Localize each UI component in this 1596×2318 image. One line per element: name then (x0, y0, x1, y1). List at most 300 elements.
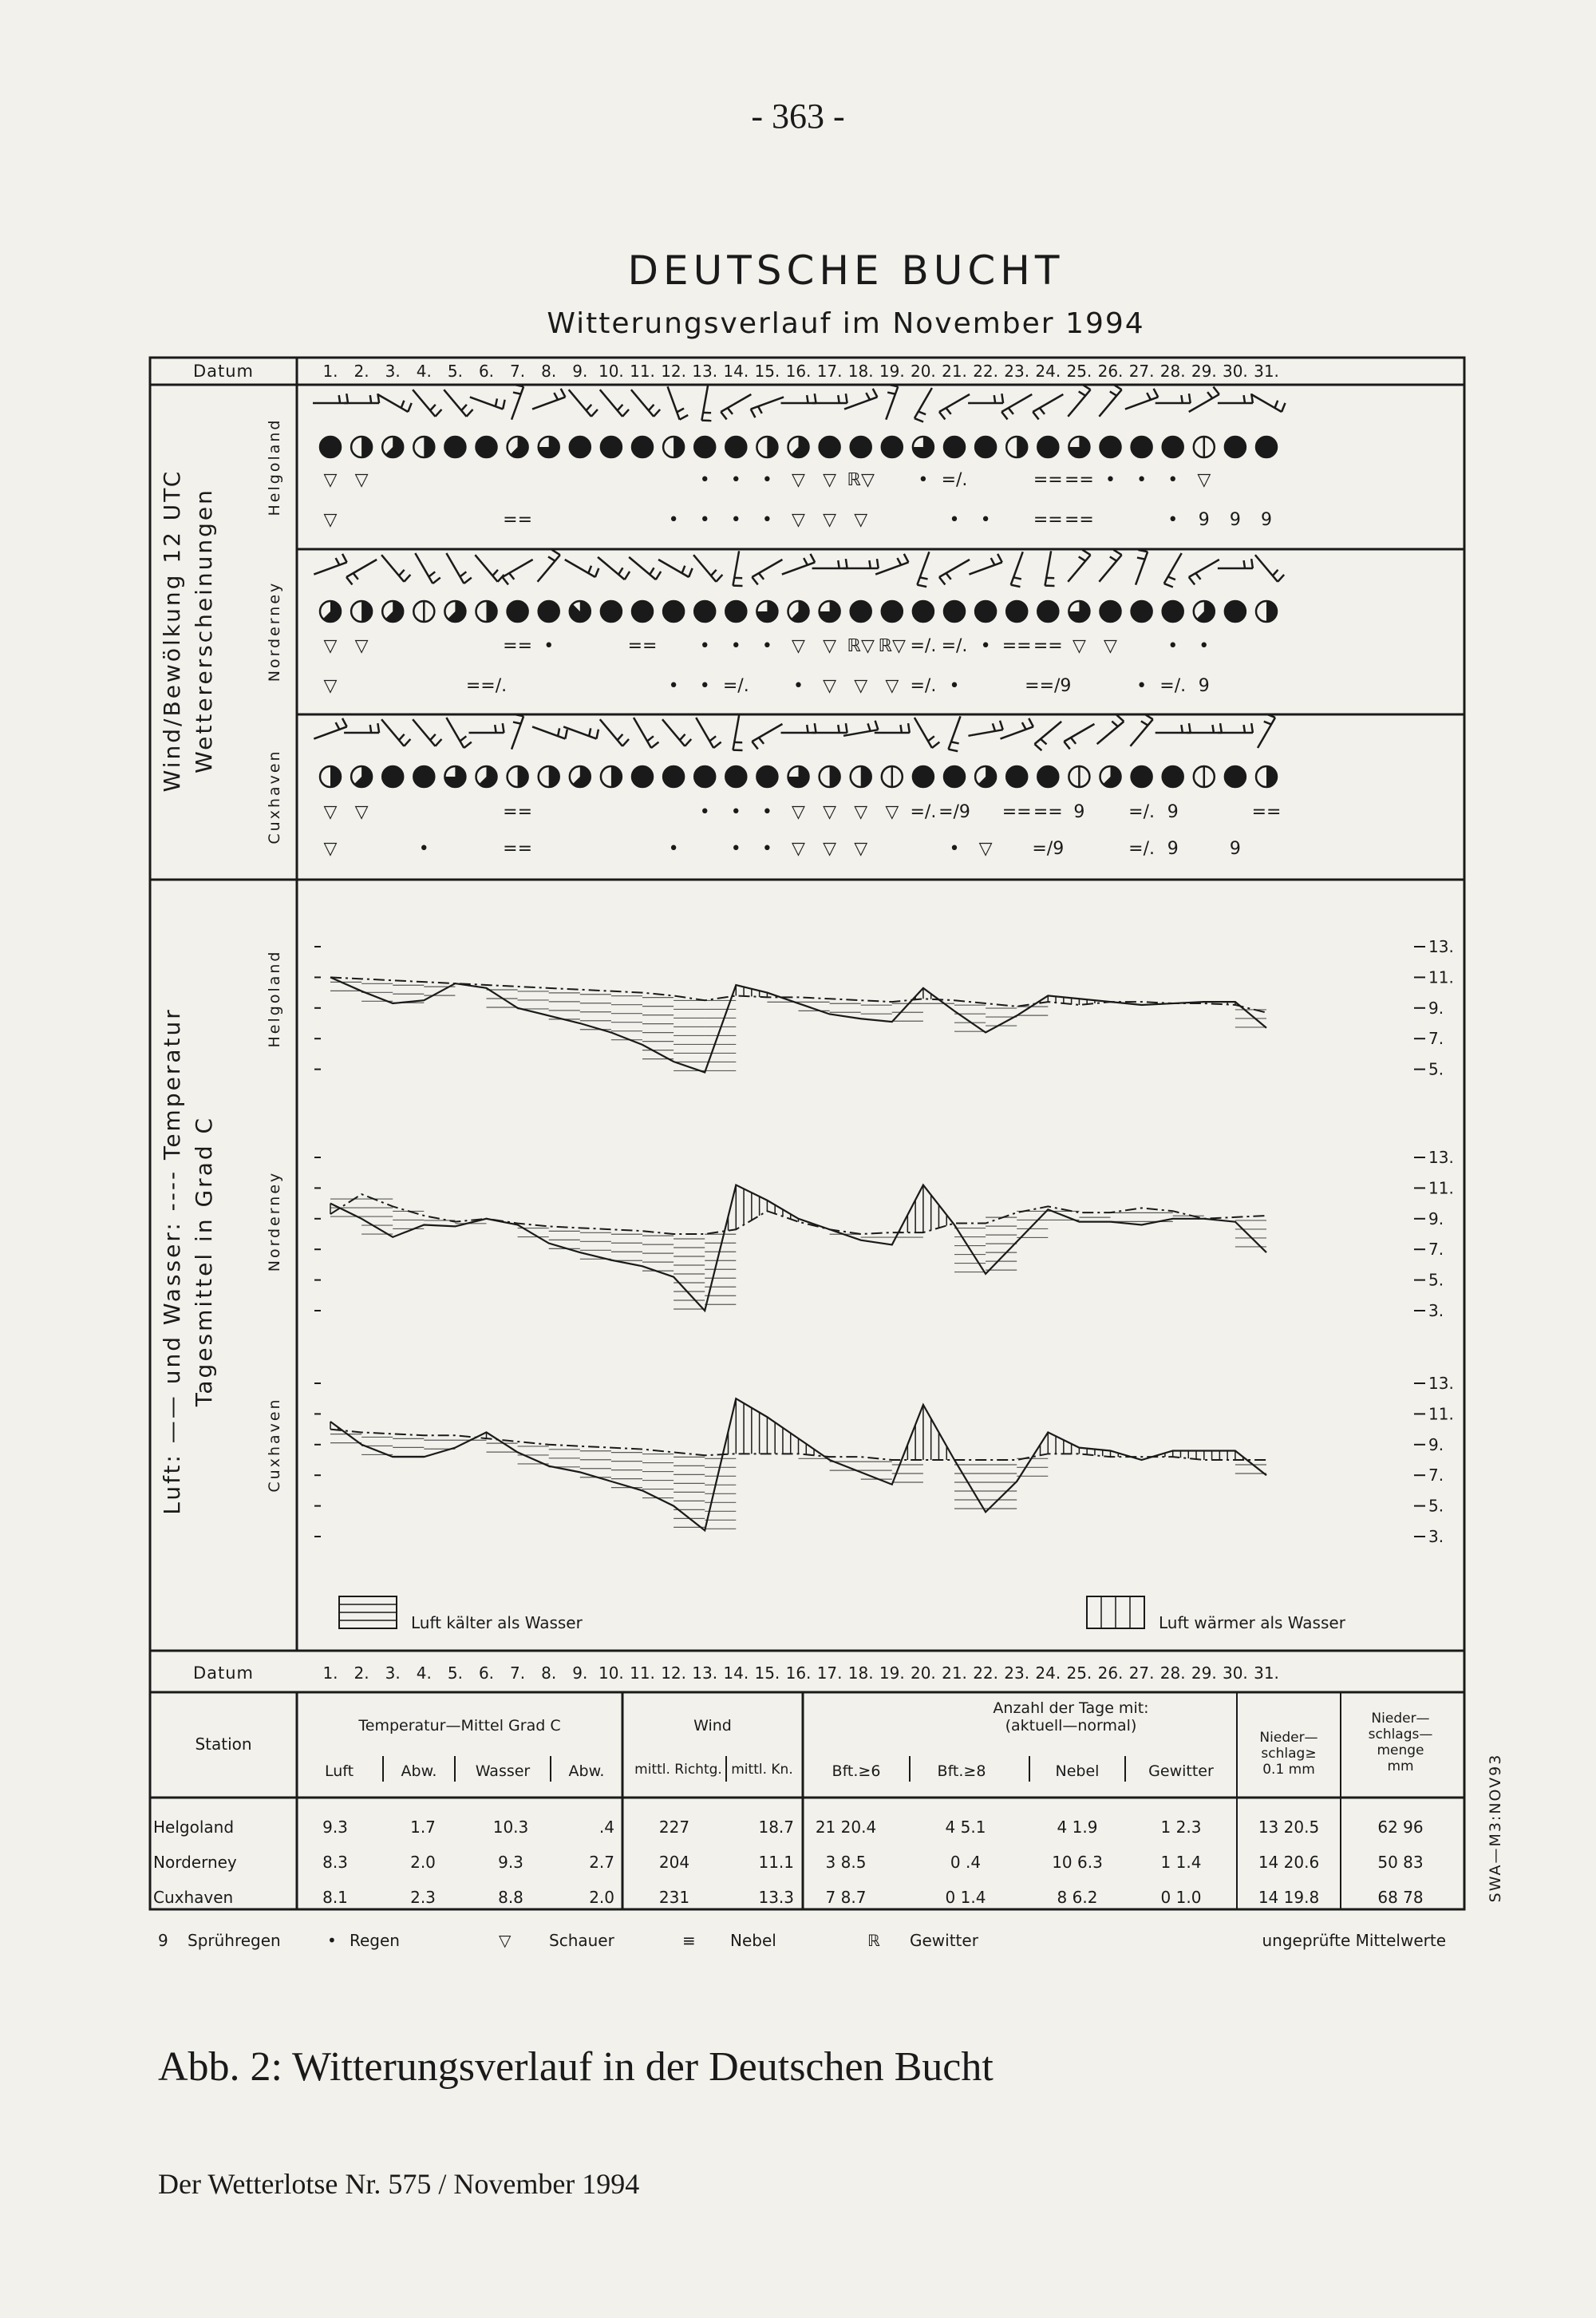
wind-feather (492, 570, 498, 576)
wind-shaft (1033, 394, 1063, 412)
wind-feather (399, 734, 405, 740)
series-wasser (330, 1194, 1266, 1234)
th-wasser: Wasser (475, 1762, 531, 1780)
weather-symbol: • (668, 839, 679, 859)
weather-symbol: • (1199, 636, 1210, 656)
wind-shaft (413, 719, 435, 746)
key-schauer: Schauer (549, 1931, 614, 1950)
wind-shaft (600, 719, 622, 746)
datum-bottom-day: 23. (1004, 1663, 1030, 1683)
wind-feather (998, 554, 1002, 563)
wind-feather (618, 734, 623, 740)
wind-feather (838, 725, 839, 733)
weather-symbol: • (668, 510, 679, 530)
weather-symbol: ▽ (792, 510, 805, 530)
wind-feather (339, 395, 340, 403)
temp-chart-helgoland (314, 937, 1454, 1079)
cloud-fill (424, 437, 434, 457)
wind-shaft (968, 730, 1002, 736)
weather-symbol: == (1001, 636, 1032, 656)
wind-feather (804, 558, 808, 565)
wind-feather (713, 742, 721, 748)
cell-station: Helgoland (153, 1818, 235, 1837)
wind-feather (1001, 394, 1003, 403)
wind-feather (751, 409, 756, 418)
weather-symbol: =/9 (938, 802, 970, 822)
key-schauer-symbol: ▽ (499, 1931, 512, 1950)
y-tick-label: 9. (1428, 1208, 1444, 1228)
wind-feather (1141, 721, 1148, 725)
wind-feather (875, 721, 879, 730)
datum-top-day: 15. (754, 362, 780, 381)
key-nebel-symbol: ≡ (682, 1931, 696, 1950)
wind-shaft (346, 560, 377, 577)
wind-feather (1034, 744, 1041, 750)
cell-nebel: 4 1.9 (1057, 1818, 1098, 1837)
wind-feather (377, 723, 379, 733)
wind-feather (1082, 550, 1090, 555)
station-label-wind: Cuxhaven (266, 749, 283, 845)
wind-feather (807, 395, 808, 403)
wind-shaft (314, 726, 346, 738)
weather-symbol: • (761, 510, 772, 530)
weather-symbol: ==/9 (1025, 676, 1072, 696)
wind-shaft (721, 394, 751, 412)
weather-symbol: • (543, 636, 555, 656)
datum-top-day: 25. (1066, 362, 1092, 381)
cloud-fill (518, 766, 528, 787)
cloud-fill (913, 601, 934, 622)
datum-bottom-day: 25. (1066, 1663, 1092, 1683)
wind-shaft (634, 718, 651, 748)
wind-feather (1137, 558, 1145, 560)
wind-feather (552, 550, 560, 555)
datum-top-day: 28. (1159, 362, 1186, 381)
cell-nebel: 8 6.2 (1057, 1888, 1098, 1907)
cloud-fill (539, 601, 559, 622)
wind-shaft (1189, 394, 1219, 412)
upper-frame (150, 358, 1464, 1651)
datum-top-day: 29. (1191, 362, 1217, 381)
datum-bottom-day: 8. (541, 1663, 557, 1683)
cloud-fill (913, 766, 934, 787)
key-spruehregen: Sprühregen (188, 1931, 281, 1950)
station-symbols-helgoland (313, 385, 1286, 530)
weather-symbol: =/. (941, 470, 968, 490)
temp-chart-norderney (314, 1148, 1454, 1320)
wind-feather (565, 730, 567, 739)
weather-symbol: • (1136, 676, 1148, 696)
datum-top-day: 9. (572, 362, 588, 381)
wind-feather (1041, 739, 1046, 745)
datum-bottom-day: 29. (1191, 1663, 1217, 1683)
cloud-fill (1225, 601, 1246, 622)
wind-feather (1011, 585, 1021, 587)
th-ns-2: schlag≥ (1261, 1746, 1317, 1762)
wind-shaft (701, 386, 708, 420)
datum-bottom-label: Datum (192, 1663, 255, 1683)
wind-feather (495, 725, 496, 733)
wind-feather (900, 725, 901, 733)
cell-luft: 9.3 (322, 1818, 348, 1837)
datum-bottom-day: 21. (942, 1663, 967, 1683)
th-days-2: (aktuell—normal) (1005, 1717, 1137, 1735)
y-tick-label: 11. (1428, 1404, 1454, 1424)
th-gewitter: Gewitter (1148, 1762, 1214, 1780)
weather-symbol: ▽ (854, 510, 868, 530)
weather-symbol: ==/. (465, 676, 508, 696)
wind-feather (716, 575, 722, 582)
wind-feather (1110, 391, 1116, 395)
wind-feather (587, 405, 592, 410)
weather-symbol: ▽ (323, 636, 338, 656)
weather-symbol: == (1064, 510, 1094, 530)
wind-shaft (939, 394, 970, 412)
th-luft: Luft (324, 1762, 354, 1780)
wind-shaft (381, 555, 404, 582)
wind-feather (993, 723, 995, 731)
datum-bottom-day: 17. (816, 1663, 843, 1683)
wind-shaft (1045, 551, 1051, 585)
wind-shaft (314, 562, 346, 574)
table-frame (150, 1692, 1464, 1909)
weather-symbol: ▽ (792, 802, 805, 822)
cloud-fill (725, 766, 746, 787)
th-ns-1: Nieder— (1259, 1730, 1318, 1746)
weather-symbol: =/. (910, 636, 937, 656)
wind-feather (656, 572, 661, 580)
chart-subtitle: Witterungsverlauf im November 1994 (547, 307, 1145, 340)
cloud-fill (1163, 437, 1183, 457)
weather-symbol: • (793, 676, 804, 696)
wind-feather (1116, 715, 1124, 722)
cloud-fill (944, 437, 965, 457)
th-abw1: Abw. (401, 1762, 437, 1780)
wind-feather (815, 394, 816, 403)
station-label-wind: Helgoland (266, 417, 283, 516)
y-tick-label: 13. (1428, 1148, 1454, 1167)
wind-shaft (1099, 390, 1121, 417)
datum-bottom-day: 20. (910, 1663, 936, 1683)
cell-bft8: 0 .4 (950, 1853, 982, 1872)
th-richtg: mittl. Richtg. (634, 1762, 722, 1778)
datum-bottom-day: 2. (354, 1663, 369, 1683)
datum-bottom-day: 14. (723, 1663, 749, 1683)
wind-shaft (1255, 555, 1278, 582)
key-spruehregen-symbol: 9 (158, 1931, 168, 1950)
y-tick-label: 9. (1428, 1434, 1444, 1454)
datum-bottom-day: 4. (416, 1663, 432, 1683)
wind-shaft (752, 560, 782, 577)
weather-symbol: • (699, 470, 710, 490)
wind-shaft (1064, 724, 1094, 742)
wind-shaft (598, 557, 625, 580)
wind-feather (932, 742, 939, 748)
cell-abw2: 2.0 (589, 1888, 614, 1907)
cloud-fill (725, 601, 746, 622)
wind-feather (650, 568, 654, 574)
weather-symbol: == (503, 636, 533, 656)
weather-symbol: ▽ (1104, 636, 1117, 656)
key-regen: Regen (350, 1931, 400, 1950)
datum-top-day: 13. (692, 362, 718, 381)
wind-feather (554, 393, 558, 400)
th-kn: mittl. Kn. (731, 1762, 793, 1778)
y-tick-label: 13. (1428, 937, 1454, 956)
wind-feather (752, 577, 757, 584)
weather-symbol: =/. (1128, 839, 1156, 859)
wind-feather (464, 742, 471, 748)
cloud-fill (694, 437, 715, 457)
wind-shaft (1068, 555, 1090, 582)
cloud-fill (444, 437, 465, 457)
cloud-fill (674, 437, 684, 457)
wind-feather (759, 573, 764, 580)
weather-symbol: • (980, 636, 991, 656)
weather-symbol: • (761, 802, 772, 822)
cloud-fill (663, 601, 684, 622)
datum-bottom-day: 5. (447, 1663, 463, 1683)
datum-top-day: 31. (1254, 362, 1279, 381)
wind-feather (991, 558, 995, 565)
wind-shaft (569, 390, 591, 417)
weather-symbol: • (699, 636, 710, 656)
wind-feather (336, 558, 340, 565)
wind-shaft (1099, 555, 1121, 582)
key-gewitter-symbol: ℝ (867, 1931, 880, 1950)
wind-feather (1251, 723, 1253, 733)
datum-bottom-day: 18. (847, 1663, 874, 1683)
wind-feather (877, 559, 879, 568)
wind-shaft (668, 386, 680, 419)
wind-feather (464, 578, 471, 583)
wind-shaft (752, 724, 782, 742)
wind-feather (920, 577, 928, 579)
wind-shaft (939, 560, 970, 577)
wind-feather (1189, 394, 1191, 403)
weather-symbol: == (1064, 470, 1094, 490)
wind-feather (1244, 395, 1245, 403)
cloud-fill (413, 766, 434, 787)
wind-feather (433, 578, 440, 583)
y-tick-label: 7. (1428, 1029, 1444, 1049)
weather-symbol: ▽ (978, 839, 993, 859)
wind-feather (461, 405, 467, 410)
weather-symbol: ℝ▽ (847, 636, 875, 656)
cell-abw2: 2.7 (589, 1853, 614, 1872)
weather-symbol: ▽ (823, 676, 837, 696)
cloud-fill (944, 766, 965, 787)
datum-top-day: 8. (541, 362, 557, 381)
wind-feather (904, 554, 909, 563)
datum-bottom-day: 28. (1159, 1663, 1186, 1683)
wind-shaft (969, 562, 1001, 574)
weather-symbol: • (730, 802, 741, 822)
wind-feather (680, 734, 685, 740)
datum-bottom-day: 31. (1254, 1663, 1279, 1683)
series-luft (330, 977, 1266, 1072)
wind-feather (1009, 408, 1013, 414)
wind-shaft (631, 390, 654, 417)
station-symbols-norderney (314, 550, 1284, 696)
weather-symbol: ▽ (885, 802, 899, 822)
cloud-fill (320, 437, 341, 457)
cloud-fill (1037, 437, 1058, 457)
cell-abw2: .4 (598, 1818, 614, 1837)
wind-feather (677, 409, 684, 413)
wind-shaft (532, 397, 565, 409)
station-label-temp: Norderney (266, 1170, 283, 1272)
wind-feather (346, 577, 352, 584)
weather-symbol: ▽ (323, 510, 338, 530)
weather-symbol: ▽ (854, 839, 868, 859)
weather-symbol: • (761, 470, 772, 490)
cloud-fill (1266, 766, 1277, 787)
datum-bottom-day: 19. (879, 1663, 905, 1683)
key-gewitter: Gewitter (910, 1931, 978, 1950)
datum-bottom-day: 12. (661, 1663, 687, 1683)
weather-symbol: ▽ (354, 470, 369, 490)
wind-feather (1013, 577, 1021, 579)
cell-station: Cuxhaven (153, 1888, 234, 1907)
weather-symbol: • (699, 802, 710, 822)
y-tick-label: 7. (1428, 1240, 1444, 1260)
wind-feather (1189, 577, 1195, 584)
figure-frame (150, 358, 1464, 1692)
datum-top-day: 2. (354, 362, 369, 381)
wind-shaft (693, 555, 716, 582)
weather-symbol: ▽ (823, 636, 837, 656)
wind-feather (460, 572, 466, 576)
cloud-fill (1037, 766, 1058, 787)
wind-feather (918, 411, 926, 414)
cell-menge: 50 83 (1377, 1853, 1424, 1872)
wind-feather (846, 394, 847, 403)
datum-bottom-day: 15. (754, 1663, 780, 1683)
y-tick-label: 7. (1428, 1466, 1444, 1485)
wind-feather (866, 393, 870, 400)
wind-feather (435, 739, 441, 746)
wind-feather (1278, 575, 1284, 582)
cloud-fill (830, 766, 840, 787)
cell-niederschlag: 14 19.8 (1258, 1888, 1320, 1907)
cell-kn: 18.7 (758, 1818, 794, 1837)
wind-feather (711, 570, 717, 576)
wind-feather (399, 570, 405, 576)
th-abw2: Abw. (568, 1762, 605, 1780)
wind-feather (846, 723, 847, 733)
series-luft (330, 1398, 1266, 1530)
cloud-fill (694, 601, 715, 622)
wind-feather (1181, 395, 1182, 403)
wind-feather (429, 572, 435, 576)
weather-symbol: =/. (910, 676, 937, 696)
wind-feather (1071, 738, 1076, 744)
wind-shaft (751, 397, 784, 409)
wind-feather (618, 405, 623, 410)
summary-table (150, 1692, 1504, 1950)
weather-symbol: ▽ (354, 636, 369, 656)
cell-abw1: 1.7 (410, 1818, 436, 1837)
weather-symbol: • (730, 839, 741, 859)
wind-feather (561, 389, 566, 398)
wind-feather (917, 585, 926, 587)
cloud-fill (1163, 766, 1183, 787)
wind-feather (951, 742, 959, 743)
datum-top-day: 20. (910, 362, 936, 381)
cloud-fill (1256, 437, 1277, 457)
datum-top-day: 22. (973, 362, 999, 381)
wind-feather (939, 577, 945, 584)
weather-symbol: ▽ (854, 802, 868, 822)
wind-feather (1244, 725, 1245, 733)
cloud-fill (1100, 437, 1121, 457)
cloud-fill (1100, 601, 1121, 622)
cloud-fill (611, 766, 622, 787)
wind-feather (1273, 570, 1278, 576)
wind-feather (370, 395, 371, 403)
weather-symbol: • (668, 676, 679, 696)
cloud-fill (975, 601, 996, 622)
wind-feather (815, 723, 816, 733)
wind-feather (503, 400, 504, 409)
wind-shaft (1001, 726, 1033, 738)
cloud-fill (882, 437, 903, 457)
wind-feather (404, 575, 410, 582)
th-menge-2: schlags— (1368, 1727, 1433, 1742)
cloud-fill (330, 766, 341, 787)
wind-feather (1154, 389, 1159, 398)
cell-bft6: 3 8.5 (825, 1853, 867, 1872)
cloud-fill (1225, 766, 1246, 787)
wind-feather (1110, 556, 1116, 560)
wind-feather (1164, 583, 1173, 587)
figure-caption: Abb. 2: Witterungsverlauf in der Deutschen Bucht (158, 2044, 994, 2090)
cloud-fill (382, 766, 403, 787)
weather-symbol: 9 (1229, 839, 1241, 859)
weather-symbol: ▽ (354, 802, 369, 822)
series-wasser (330, 977, 1266, 1012)
weather-symbol: • (761, 636, 772, 656)
wind-feather (346, 394, 348, 403)
wind-shaft (782, 562, 815, 574)
weather-symbol: 9 (1198, 510, 1210, 530)
wind-feather (1040, 408, 1045, 414)
cloud-fill (487, 601, 497, 622)
y-tick-label: 3. (1428, 1301, 1444, 1320)
weather-symbol: ℝ▽ (847, 470, 875, 490)
wind-feather (596, 730, 598, 739)
station-label-wind: Norderney (266, 580, 283, 682)
cloud-fill (1017, 437, 1027, 457)
wind-feather (548, 556, 555, 560)
cell-abw1: 2.0 (410, 1853, 436, 1872)
datum-top-day: 3. (385, 362, 401, 381)
weather-symbol: 9 (1167, 802, 1179, 822)
wind-feather (1079, 556, 1085, 560)
y-tick-label: 9. (1428, 998, 1444, 1018)
station-label-temp: Cuxhaven (266, 1397, 283, 1493)
weather-symbol: ▽ (823, 839, 837, 859)
datum-top-day: 21. (942, 362, 967, 381)
cloud-fill (725, 437, 746, 457)
station-label-temp: Helgoland (266, 949, 283, 1048)
cell-abw1: 2.3 (410, 1888, 436, 1907)
wind-feather (721, 412, 726, 419)
weather-symbol: • (949, 510, 960, 530)
weather-symbol: • (949, 676, 960, 696)
wind-feather (647, 736, 654, 741)
